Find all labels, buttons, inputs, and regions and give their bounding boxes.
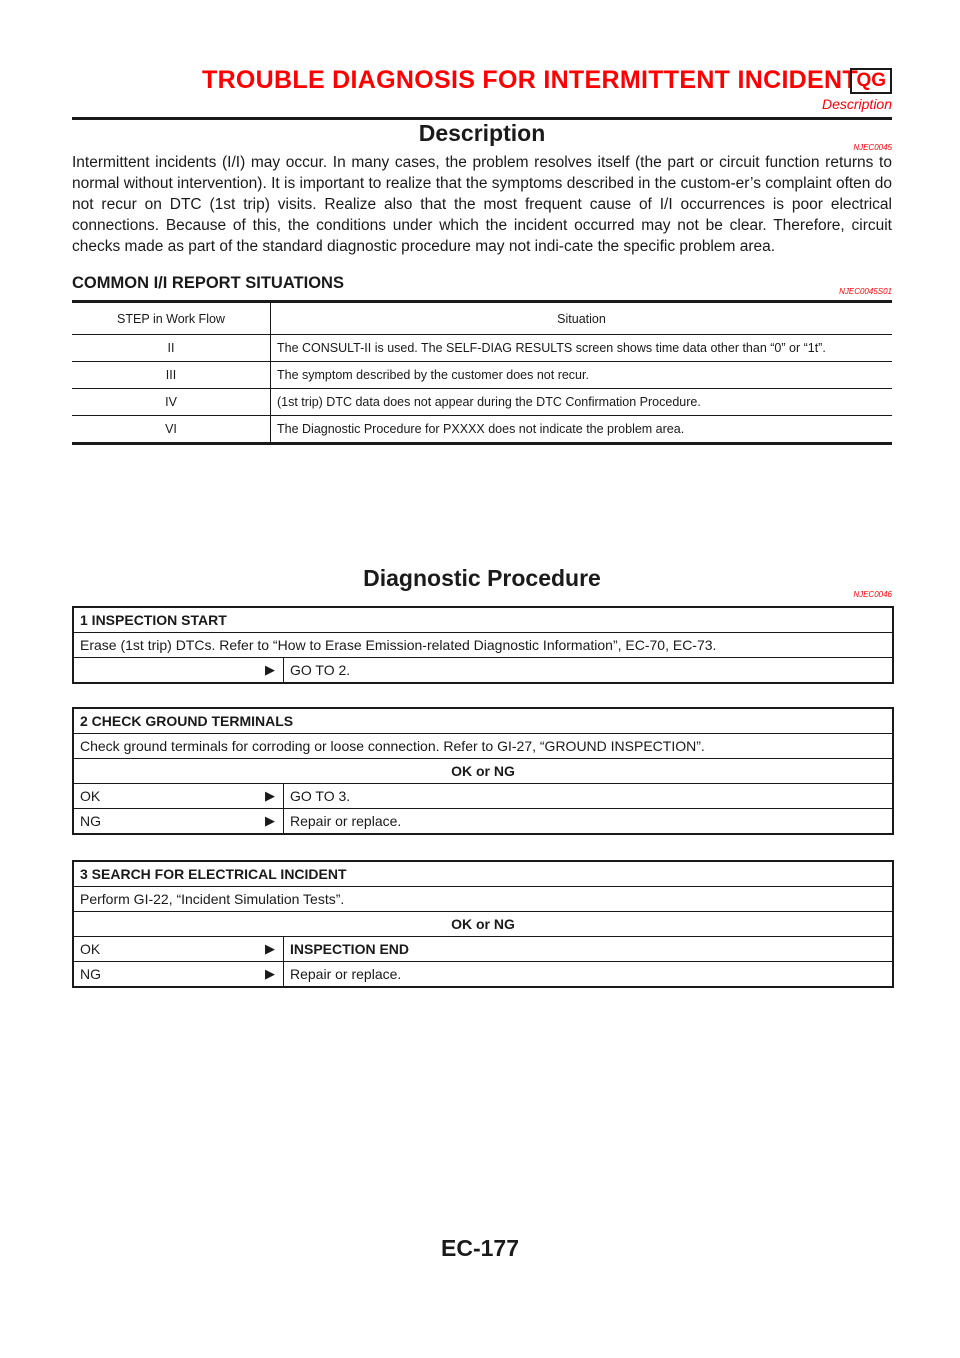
ng-label: NG (80, 813, 101, 829)
table-header-row (72, 302, 892, 335)
ok-action: INSPECTION END (283, 937, 892, 961)
ok-label: OK (80, 941, 101, 957)
situations-table (72, 300, 892, 445)
step-1-next-row (74, 658, 892, 682)
step-cell: III (72, 362, 271, 389)
header-subtitle: Description (821, 96, 892, 112)
col-step-header: STEP in Work Flow (72, 302, 271, 335)
situation-cell: (1st trip) DTC data does not appear during the DTC Confirmation Procedure. (271, 389, 893, 416)
arrow-right-icon: ▶ (265, 813, 275, 828)
step-2-body: Check ground terminals for corroding or loose connection. Refer to GI-27, “GROUND INSPECTION”. (74, 734, 892, 759)
ng-action: Repair or replace. (283, 962, 892, 986)
situation-cell: The symptom described by the customer does not recur. (271, 362, 893, 389)
engine-badge: QG (850, 68, 892, 94)
procedure-title: Diagnostic Procedure (363, 565, 601, 591)
table-row (72, 362, 892, 389)
step-2-heading: 2 CHECK GROUND TERMINALS (74, 709, 892, 734)
col-situation-header: Situation (271, 302, 893, 335)
situation-cell: The CONSULT-II is used. The SELF-DIAG RESULTS screen shows time data other than “0” or “1t”. (271, 335, 893, 362)
ok-action: GO TO 3. (283, 784, 892, 808)
step-2-box (72, 707, 894, 835)
step-3-heading: 3 SEARCH FOR ELECTRICAL INCIDENT (74, 862, 892, 887)
common-situations-code: NJEC0045S01 (839, 287, 892, 296)
header-title: TROUBLE DIAGNOSIS FOR INTERMITTENT INCIDENT (202, 66, 858, 94)
ng-action: Repair or replace. (283, 809, 892, 833)
step-2-ok-row (74, 784, 892, 809)
step-cell: VI (72, 416, 271, 444)
step-2-question: OK or NG (74, 759, 892, 784)
step-2-ng-row (74, 809, 892, 833)
page-header (72, 66, 892, 116)
table-row (72, 389, 892, 416)
procedure-code: NJEC0046 (853, 590, 892, 599)
step-1-heading: 1 INSPECTION START (74, 608, 892, 633)
step-3-question: OK or NG (74, 912, 892, 937)
description-title: Description (418, 120, 546, 146)
ng-label: NG (80, 966, 101, 982)
step-3-body: Perform GI-22, “Incident Simulation Tests”. (74, 887, 892, 912)
step-cell: II (72, 335, 271, 362)
arrow-right-icon: ▶ (265, 941, 275, 956)
page-number: EC-177 (441, 1235, 519, 1261)
step-cell: IV (72, 389, 271, 416)
table-row (72, 335, 892, 362)
ok-label: OK (80, 788, 101, 804)
arrow-right-icon: ▶ (265, 966, 275, 981)
situation-cell: The Diagnostic Procedure for PXXXX does not indicate the problem area. (271, 416, 893, 444)
arrow-right-icon: ▶ (265, 788, 275, 803)
table-row (72, 416, 892, 444)
description-code: NJEC0045 (853, 143, 892, 152)
step-1-box (72, 606, 894, 684)
common-situations-title: COMMON I/I REPORT SITUATIONS (72, 274, 344, 292)
step-3-ng-row (74, 962, 892, 986)
step-1-next-action: GO TO 2. (283, 658, 892, 682)
step-1-body: Erase (1st trip) DTCs. Refer to “How to Erase Emission-related Diagnostic Information”, EC-70, EC-73. (74, 633, 892, 658)
description-body: Intermittent incidents (I/I) may occur. In many cases, the problem resolves itself (the part or circuit function returns to normal without intervention). It is important to realize that the symptoms described in the custom-er’s complaint often do not recur on DTC (1st trip) visits. Realize also that the most frequent cause of I/I occurrences is poor electrical connections. Because of this, the conditions under which the incident occurred may not be clear. Therefore, circuit checks made as part of the standard diagnostic procedure may not indi-cate the specific problem area. (72, 154, 892, 255)
step-3-box (72, 860, 894, 988)
step-3-ok-row (74, 937, 892, 962)
arrow-right-icon: ▶ (265, 662, 275, 677)
